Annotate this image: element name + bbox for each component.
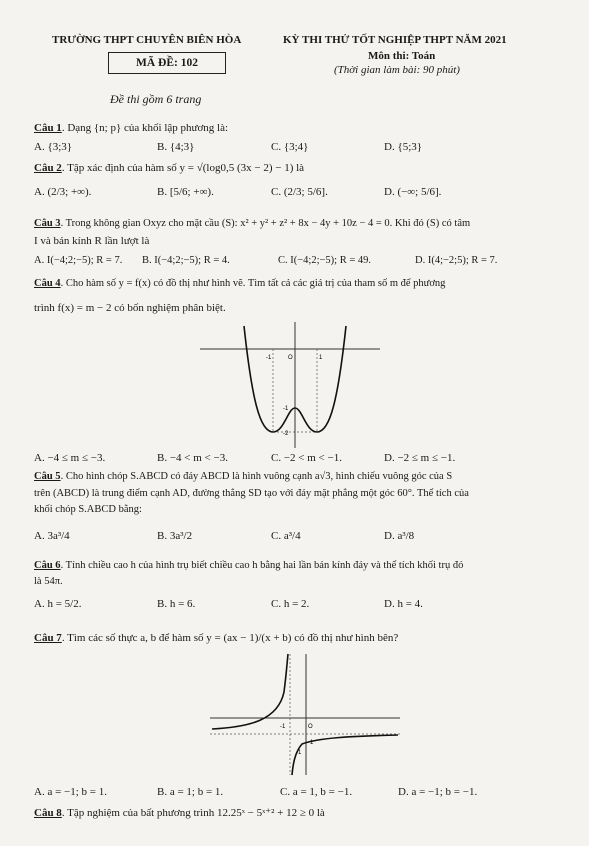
question-label: Câu 1 (34, 122, 62, 134)
q1-option-a[interactable]: A. {3;3} (34, 141, 73, 153)
question-label: Câu 2 (34, 162, 62, 174)
q4-option-c[interactable]: C. −2 < m < −1. (271, 452, 342, 464)
question-3-line2: I và bán kính R lần lượt là (34, 235, 150, 247)
q7-function-graph (210, 652, 400, 777)
exam-code: MÃ ĐỀ: 102 (136, 57, 198, 69)
graph-label: -1 (296, 750, 302, 756)
exam-code-box (108, 52, 226, 74)
question-4-line2: trình f(x) = m − 2 có bốn nghiệm phân biệt. (34, 302, 226, 314)
q5-option-d[interactable]: D. a³/8 (384, 530, 415, 542)
question-text: . Cho hàm số y = f(x) có đồ thị như hình vẽ. Tìm tất cả các giá trị của tham số m để phương (60, 278, 446, 289)
graph-label: -1 (266, 355, 272, 361)
question-5-line3: khối chóp S.ABCD bằng: (34, 504, 142, 515)
q1-option-c[interactable]: C. {3;4} (271, 141, 309, 153)
q5-option-b[interactable]: B. 3a³/2 (157, 530, 193, 542)
question-label: Câu 7 (34, 632, 62, 644)
question-label: Câu 3 (34, 218, 61, 229)
graph-label: 1 (319, 355, 323, 361)
q3-option-c[interactable]: C. I(−4;2;−5); R = 49. (278, 255, 372, 266)
exam-time: (Thời gian làm bài: 90 phút) (334, 64, 460, 76)
question-label: Câu 6 (34, 560, 61, 571)
q7-option-a[interactable]: A. a = −1; b = 1. (34, 786, 107, 798)
q2-option-a[interactable]: A. (2/3; +∞). (34, 186, 92, 198)
question-text: . Dạng {n; p} của khối lập phương là: (61, 122, 229, 134)
q7-option-b[interactable]: B. a = 1; b = 1. (157, 786, 224, 798)
question-text: . Trong không gian Oxyz cho mặt cầu (S): x² + y² + z² + 8x − 4y + 10z − 4 = 0. Khi đó (S) có tâm (60, 218, 471, 229)
question-text: . Tập nghiệm của bất phương trình 12.25ˣ − 5ˣ⁺² + 12 ≥ 0 là (61, 807, 325, 819)
q5-option-c[interactable]: C. a³/4 (271, 530, 301, 542)
question-4 (34, 278, 445, 289)
q1-option-d[interactable]: D. {5;3} (384, 141, 423, 153)
pages-note: Đề thi gồm 6 trang (110, 92, 202, 106)
graph-label: O (288, 355, 293, 361)
q6-option-a[interactable]: A. h = 5/2. (34, 598, 82, 610)
q3-option-b[interactable]: B. I(−4;2;−5); R = 4. (142, 255, 230, 266)
q4-option-d[interactable]: D. −2 ≤ m ≤ −1. (384, 452, 456, 464)
graph-label: 1 (310, 740, 314, 746)
q2-option-c[interactable]: C. (2/3; 5/6]. (271, 186, 328, 198)
graph-label: O (308, 724, 313, 730)
question-text: . Tập xác định của hàm số y = √(log0,5 (3x − 2) − 1) là (61, 162, 305, 174)
question-label: Câu 8 (34, 807, 62, 819)
q6-option-d[interactable]: D. h = 4. (384, 598, 423, 610)
q5-option-a[interactable]: A. 3a³/4 (34, 530, 70, 542)
subject: Môn thi: Toán (368, 50, 436, 62)
graph-label: -1 (283, 406, 289, 412)
question-text: . Tính chiều cao h của hình trụ biết chiều cao h bằng hai lần bán kính đáy và thể tích khối trụ đó (60, 560, 464, 571)
q3-option-a[interactable]: A. I(−4;2;−5); R = 7. (34, 255, 123, 266)
question-6 (34, 560, 463, 571)
q7-option-d[interactable]: D. a = −1; b = −1. (398, 786, 478, 798)
school-name: TRƯỜNG THPT CHUYÊN BIÊN HÒA (52, 34, 242, 46)
question-label: Câu 5 (34, 471, 61, 482)
exam-title: KỲ THI THỬ TỐT NGHIỆP THPT NĂM 2021 (283, 34, 507, 46)
graph-label: -2 (283, 431, 289, 437)
graph-label: -1 (280, 724, 286, 730)
question-label: Câu 4 (34, 278, 61, 289)
question-2 (34, 162, 304, 174)
curve-right-branch (292, 735, 398, 775)
q4-option-b[interactable]: B. −4 < m < −3. (157, 452, 228, 464)
q2-option-b[interactable]: B. [5/6; +∞). (157, 186, 214, 198)
question-5-line2: trên (ABCD) là trung điểm cạnh AD, đường thẳng SD tạo với đáy mặt phẳng một góc 60°. Thể tích của (34, 488, 469, 499)
question-8 (34, 806, 325, 819)
question-6-line2: là 54π. (34, 576, 63, 587)
question-3 (34, 218, 470, 229)
question-7 (34, 632, 398, 644)
q4-function-graph (200, 320, 380, 450)
question-5 (34, 471, 452, 482)
q3-option-d[interactable]: D. I(4;−2;5); R = 7. (415, 255, 498, 266)
q7-option-c[interactable]: C. a = 1, b = −1. (280, 786, 353, 798)
question-text: . Tìm các số thực a, b để hàm số y = (ax − 1)/(x + b) có đồ thị như hình bên? (61, 632, 399, 644)
q1-option-b[interactable]: B. {4;3} (157, 141, 195, 153)
q6-option-c[interactable]: C. h = 2. (271, 598, 310, 610)
question-text: . Cho hình chóp S.ABCD có đáy ABCD là hình vuông cạnh a√3, hình chiếu vuông góc của S (60, 471, 453, 482)
question-1 (34, 122, 228, 134)
q4-option-a[interactable]: A. −4 ≤ m ≤ −3. (34, 452, 106, 464)
q6-option-b[interactable]: B. h = 6. (157, 598, 196, 610)
q2-option-d[interactable]: D. (−∞; 5/6]. (384, 186, 442, 198)
